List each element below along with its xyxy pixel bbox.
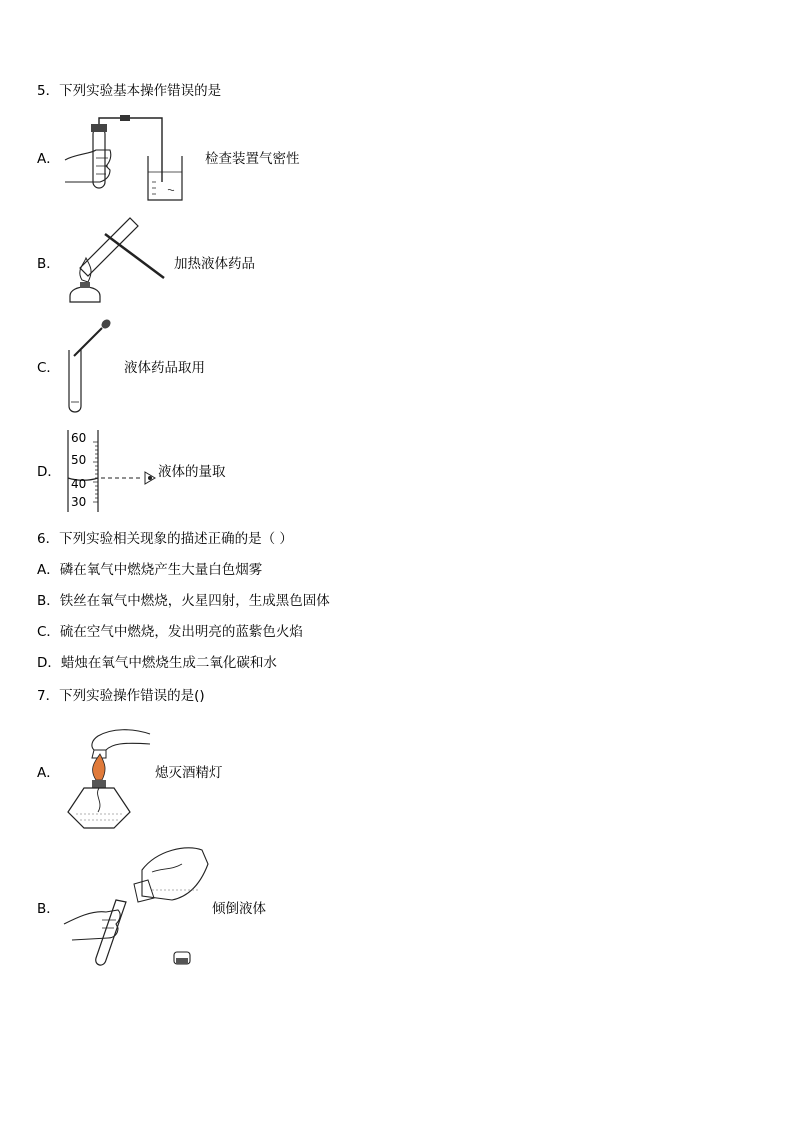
- q5-option-c-caption: 液体药品取用: [124, 360, 205, 376]
- cylinder-tick-30: 30: [71, 495, 87, 509]
- q5-option-a-letter: A．: [37, 151, 60, 167]
- q7-stem: 7．下列实验操作错误的是(): [37, 688, 205, 704]
- q5-option-d-caption: 液体的量取: [158, 464, 226, 480]
- heating-liquid-figure: [60, 210, 170, 310]
- airtightness-check-figure: [60, 110, 200, 205]
- q7-option-a-letter: A．: [37, 765, 60, 781]
- q5-option-b-letter: B．: [37, 256, 60, 272]
- q5-option-c-letter: C．: [37, 360, 60, 376]
- cylinder-tick-60: 60: [71, 431, 87, 445]
- pouring-liquid-figure: [62, 840, 212, 970]
- q5-option-a-caption: 检查装置气密性: [205, 151, 300, 167]
- q6-option-a: A．磷在氧气中燃烧产生大量白色烟雾: [37, 562, 263, 578]
- q6-stem: 6．下列实验相关现象的描述正确的是（ ）: [37, 531, 293, 547]
- q6-option-d: D．蜡烛在氧气中燃烧生成二氧化碳和水: [37, 655, 277, 671]
- extinguish-lamp-figure: [62, 722, 152, 832]
- cylinder-tick-40: 40: [71, 477, 87, 491]
- q5-stem: 5．下列实验基本操作错误的是: [37, 83, 222, 99]
- dropper-figure: [60, 318, 120, 416]
- cylinder-tick-50: 50: [71, 453, 87, 467]
- q5-option-d-letter: D．: [37, 464, 61, 480]
- q7-option-b-letter: B．: [37, 901, 60, 917]
- q7-option-b-caption: 倾倒液体: [212, 901, 266, 917]
- q6-option-c: C．硫在空气中燃烧，发出明亮的蓝紫色火焰: [37, 624, 303, 640]
- q7-option-a-caption: 熄灭酒精灯: [155, 765, 223, 781]
- q5-option-b-caption: 加热液体药品: [174, 256, 255, 272]
- q6-option-b: B．铁丝在氧气中燃烧，火星四射，生成黑色固体: [37, 593, 330, 609]
